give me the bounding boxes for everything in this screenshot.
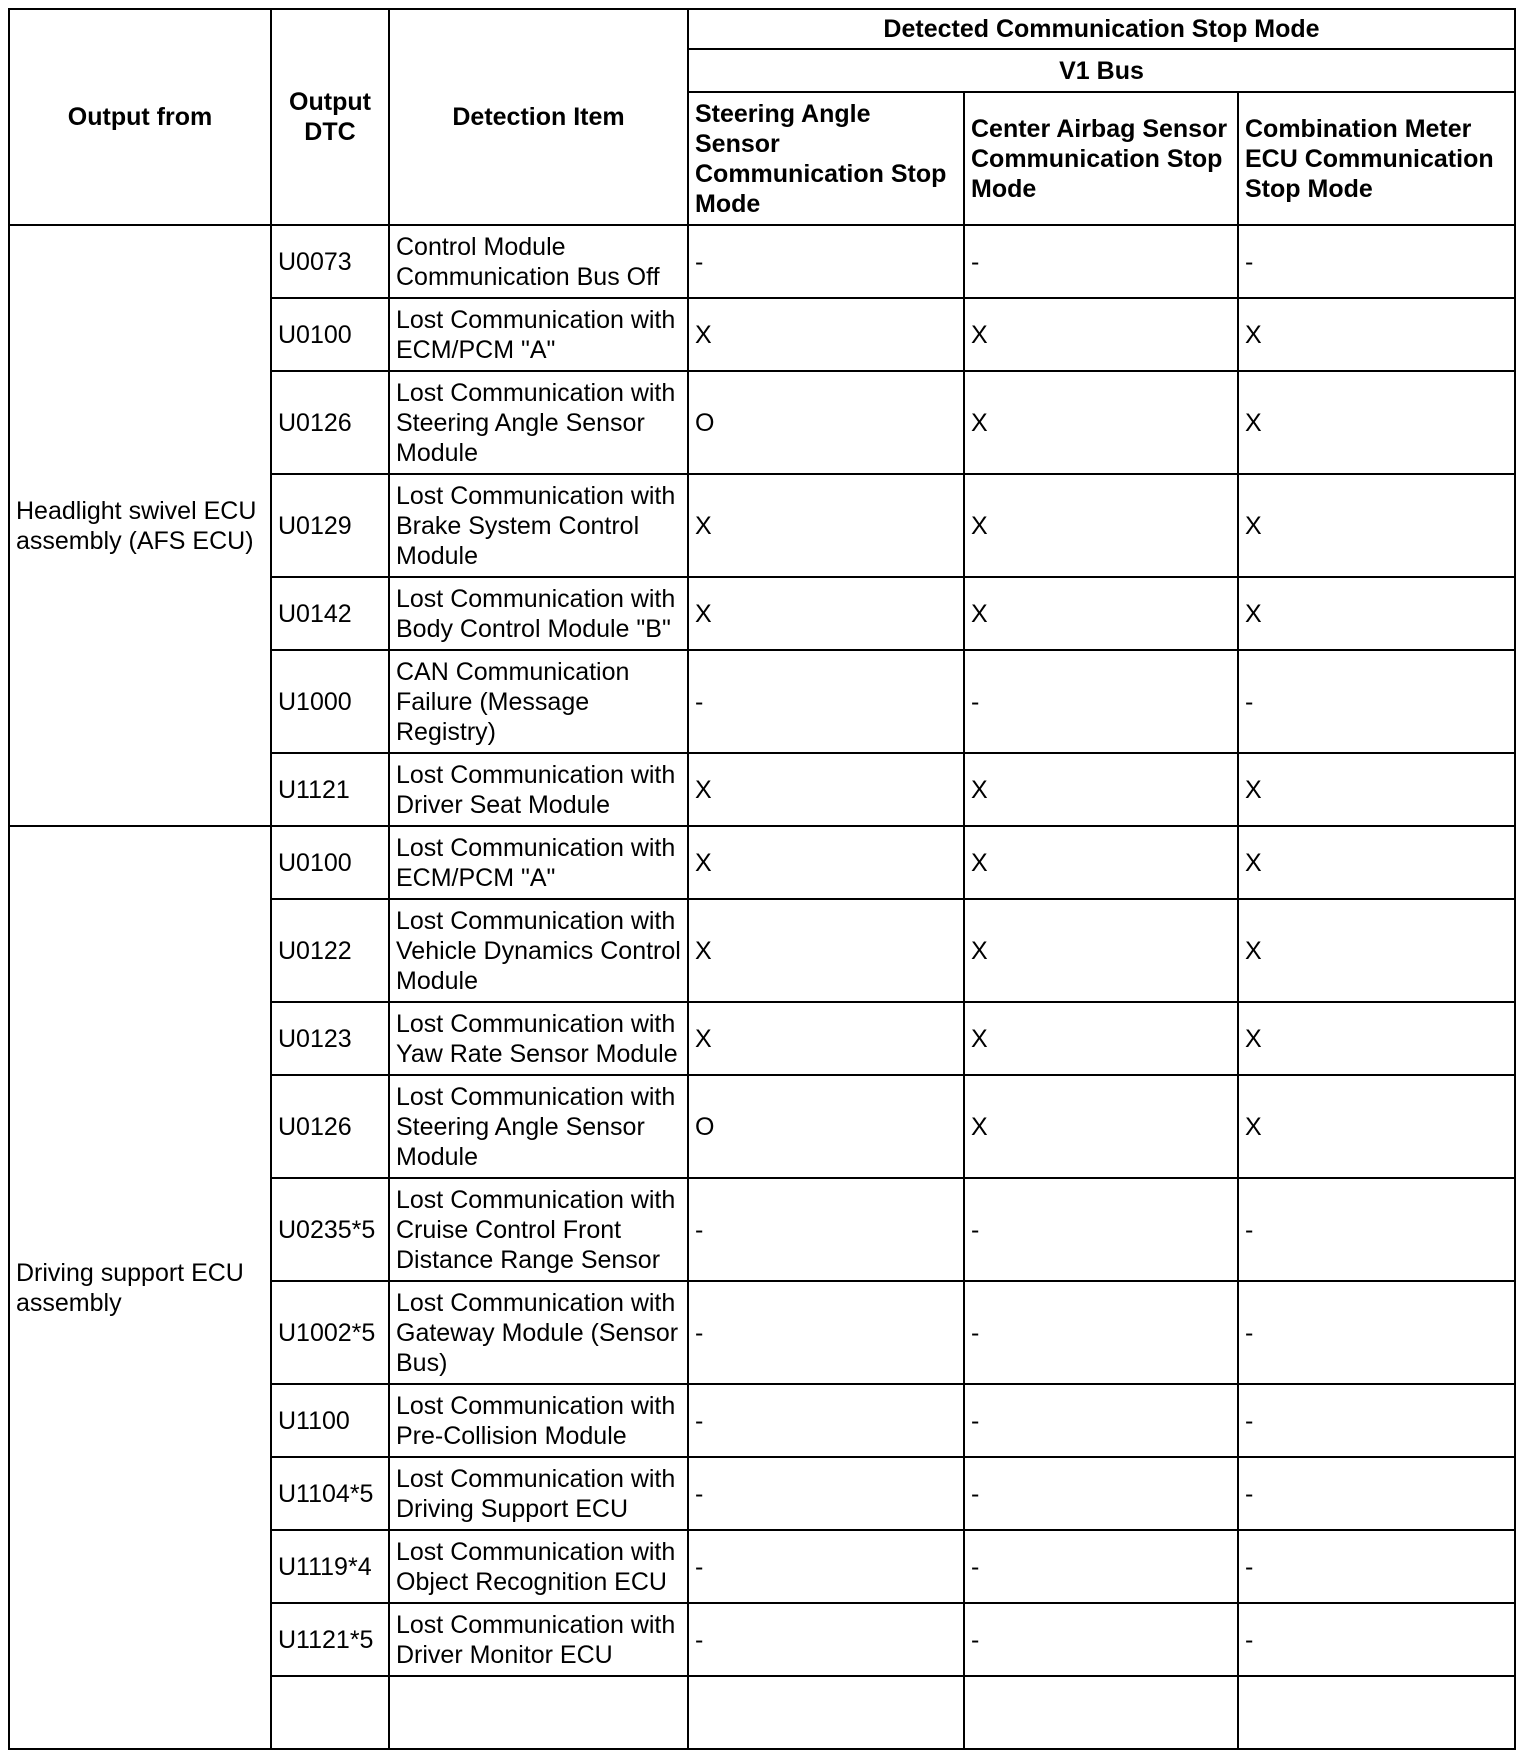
header-mode-steering: Steering Angle Sensor Communication Stop Mode [688, 92, 964, 225]
meter-mode-cell: X [1238, 899, 1515, 1002]
steering-mode-cell: O [688, 371, 964, 474]
meter-mode-cell: - [1238, 650, 1515, 753]
airbag-mode-cell: X [964, 1002, 1238, 1075]
steering-mode-cell: X [688, 298, 964, 371]
detection-item-cell: Lost Communication with Cruise Control Front Distance Range Sensor [389, 1178, 688, 1281]
steering-mode-cell: - [688, 1457, 964, 1530]
airbag-mode-cell: - [964, 1457, 1238, 1530]
airbag-mode-cell: X [964, 298, 1238, 371]
dtc-cell: U1000 [271, 650, 389, 753]
dtc-cell: U0123 [271, 1002, 389, 1075]
detection-item-cell: Lost Communication with Yaw Rate Sensor Module [389, 1002, 688, 1075]
steering-mode-cell: X [688, 577, 964, 650]
dtc-cell: U0142 [271, 577, 389, 650]
steering-mode-cell: - [688, 1384, 964, 1457]
dtc-cell: U0235*5 [271, 1178, 389, 1281]
meter-mode-cell: - [1238, 1603, 1515, 1676]
detection-item-cell: Lost Communication with Driving Support ECU [389, 1457, 688, 1530]
meter-mode-cell [1238, 1676, 1515, 1749]
detection-item-cell: Lost Communication with ECM/PCM "A" [389, 298, 688, 371]
meter-mode-cell: - [1238, 225, 1515, 298]
detection-item-cell: Lost Communication with Vehicle Dynamics Control Module [389, 899, 688, 1002]
dtc-cell: U1121*5 [271, 1603, 389, 1676]
detection-item-cell: Lost Communication with Steering Angle Sensor Module [389, 1075, 688, 1178]
dtc-cell: U0122 [271, 899, 389, 1002]
airbag-mode-cell: - [964, 1178, 1238, 1281]
airbag-mode-cell: X [964, 753, 1238, 826]
dtc-table [8, 8, 1516, 1750]
steering-mode-cell: - [688, 225, 964, 298]
dtc-cell: U1104*5 [271, 1457, 389, 1530]
steering-mode-cell: - [688, 1530, 964, 1603]
detection-item-cell: Lost Communication with Pre-Collision Module [389, 1384, 688, 1457]
airbag-mode-cell [964, 1676, 1238, 1749]
meter-mode-cell: X [1238, 753, 1515, 826]
meter-mode-cell: X [1238, 474, 1515, 577]
meter-mode-cell: - [1238, 1178, 1515, 1281]
detection-item-cell: Lost Communication with Driver Monitor ECU [389, 1603, 688, 1676]
steering-mode-cell [688, 1676, 964, 1749]
dtc-cell: U0100 [271, 298, 389, 371]
table-row [9, 225, 1515, 298]
dtc-cell [271, 1676, 389, 1749]
airbag-mode-cell: X [964, 577, 1238, 650]
header-bus: V1 Bus [688, 49, 1515, 92]
header-mode-airbag: Center Airbag Sensor Communication Stop Mode [964, 92, 1238, 225]
steering-mode-cell: X [688, 899, 964, 1002]
dtc-cell: U1119*4 [271, 1530, 389, 1603]
header-detection-item: Detection Item [389, 9, 688, 225]
airbag-mode-cell: - [964, 1603, 1238, 1676]
detection-item-cell: Lost Communication with Driver Seat Module [389, 753, 688, 826]
meter-mode-cell: X [1238, 371, 1515, 474]
table-header [9, 9, 1515, 225]
table-body [9, 225, 1515, 1749]
detection-item-cell: CAN Communication Failure (Message Registry) [389, 650, 688, 753]
detection-item-cell: Lost Communication with Body Control Module "B" [389, 577, 688, 650]
dtc-cell: U1002*5 [271, 1281, 389, 1384]
airbag-mode-cell: - [964, 1530, 1238, 1603]
steering-mode-cell: - [688, 1281, 964, 1384]
steering-mode-cell: X [688, 474, 964, 577]
header-output-dtc: Output DTC [271, 9, 389, 225]
detection-item-cell: Lost Communication with Gateway Module (Sensor Bus) [389, 1281, 688, 1384]
meter-mode-cell: - [1238, 1530, 1515, 1603]
meter-mode-cell: X [1238, 577, 1515, 650]
meter-mode-cell: - [1238, 1281, 1515, 1384]
dtc-cell: U1121 [271, 753, 389, 826]
detection-item-cell: Control Module Communication Bus Off [389, 225, 688, 298]
dtc-cell: U0126 [271, 371, 389, 474]
meter-mode-cell: X [1238, 1002, 1515, 1075]
steering-mode-cell: - [688, 650, 964, 753]
meter-mode-cell: - [1238, 1384, 1515, 1457]
detection-item-cell: Lost Communication with Steering Angle Sensor Module [389, 371, 688, 474]
airbag-mode-cell: X [964, 826, 1238, 899]
detection-item-cell [389, 1676, 688, 1749]
steering-mode-cell: - [688, 1603, 964, 1676]
airbag-mode-cell: X [964, 371, 1238, 474]
dtc-cell: U0129 [271, 474, 389, 577]
meter-mode-cell: X [1238, 826, 1515, 899]
table-row [9, 826, 1515, 899]
airbag-mode-cell: - [964, 650, 1238, 753]
airbag-mode-cell: - [964, 1281, 1238, 1384]
steering-mode-cell: - [688, 1178, 964, 1281]
airbag-mode-cell: X [964, 899, 1238, 1002]
header-output-from: Output from [9, 9, 271, 225]
airbag-mode-cell: X [964, 474, 1238, 577]
header-mode-meter: Combination Meter ECU Communication Stop Mode [1238, 92, 1515, 225]
steering-mode-cell: O [688, 1075, 964, 1178]
steering-mode-cell: X [688, 753, 964, 826]
steering-mode-cell: X [688, 826, 964, 899]
detection-item-cell: Lost Communication with Brake System Control Module [389, 474, 688, 577]
output-from-cell: Headlight swivel ECU assembly (AFS ECU) [9, 225, 271, 826]
dtc-cell: U0100 [271, 826, 389, 899]
dtc-cell: U0126 [271, 1075, 389, 1178]
airbag-mode-cell: - [964, 225, 1238, 298]
header-detected-mode: Detected Communication Stop Mode [688, 9, 1515, 49]
dtc-cell: U1100 [271, 1384, 389, 1457]
detection-item-cell: Lost Communication with ECM/PCM "A" [389, 826, 688, 899]
airbag-mode-cell: X [964, 1075, 1238, 1178]
detection-item-cell: Lost Communication with Object Recognition ECU [389, 1530, 688, 1603]
airbag-mode-cell: - [964, 1384, 1238, 1457]
meter-mode-cell: - [1238, 1457, 1515, 1530]
meter-mode-cell: X [1238, 1075, 1515, 1178]
meter-mode-cell: X [1238, 298, 1515, 371]
output-from-cell: Driving support ECU assembly [9, 826, 271, 1749]
dtc-cell: U0073 [271, 225, 389, 298]
steering-mode-cell: X [688, 1002, 964, 1075]
